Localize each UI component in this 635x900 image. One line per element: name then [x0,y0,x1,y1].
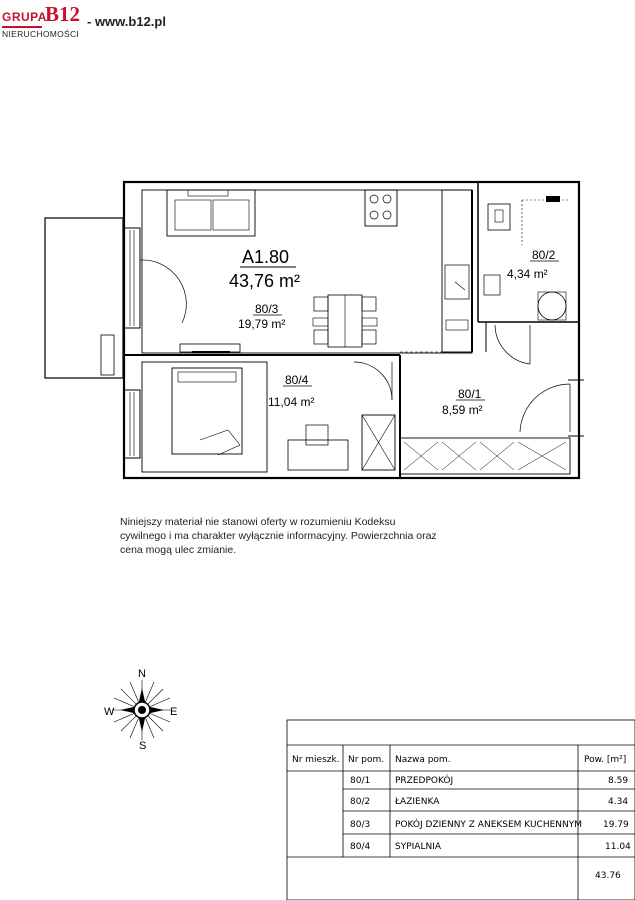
legend-frame [287,720,635,900]
legend-row-room: 80/2 [350,797,371,807]
desk-chair [306,425,328,445]
bedroom-outline [142,362,267,472]
kitchen-counter [442,190,472,352]
legend-row-area: 19.79 [603,820,629,830]
living-room-outline [142,190,472,353]
apartment-number: A1.80 [242,247,290,267]
room-number-80-3: 80/3 [255,302,279,316]
disclaimer-text: Niniejszy materiał nie stanowi oferty w rozumieniu Kodeksu cywilnego i ma charakter wyłącznie informacyjny. Powierzchnia oraz cena mogą ulec zmianie. [120,516,437,556]
washing-machine [538,292,566,320]
legend-row-area: 4.34 [608,797,629,807]
toilet [488,204,510,230]
legend-row-name: POKÓJ DZIENNY Z ANEKSEM KUCHENNYM [395,820,583,830]
kitchen-sink [445,265,469,299]
legend-header-name: Nazwa pom. [395,755,451,765]
compass-north: N [138,668,146,680]
legend-header-room: Nr pom. [348,755,385,765]
website-link[interactable]: - www.b12.pl [87,14,166,29]
legend-total-area: 43.76 [595,871,621,881]
bed [172,368,242,454]
bathroom-sink [484,275,500,295]
legend-row-room: 80/1 [350,776,371,786]
compass-west: W [104,706,115,718]
door-swing-bedroom [354,362,392,400]
hall-wardrobe [400,438,570,474]
logo-mark: B12 [45,2,81,26]
room-number-80-1: 80/1 [458,387,482,401]
room-area-80-3: 19,79 m² [238,317,286,331]
outer-wall [124,182,579,478]
door-swing-living [140,260,186,323]
compass-east: E [170,706,178,718]
logo-subtitle: NIERUCHOMOŚCI [2,29,80,39]
legend-row-room: 80/4 [350,842,371,852]
room-area-80-1: 8,59 m² [442,403,483,417]
legend-row-name: SYPIALNIA [395,842,442,852]
compass-rose [104,668,177,752]
door-swing-bathroom [495,325,530,364]
logo-brand: GRUPA [2,10,47,24]
legend-header-apt: Nr mieszk. [292,755,340,765]
desk [288,440,348,470]
legend-row-area: 8.59 [608,776,629,786]
compass-south: S [139,740,147,752]
room-number-80-4: 80/4 [285,373,309,387]
shower-drain [546,196,560,202]
cooktop [365,190,397,226]
entrance-door-swing [520,384,570,432]
legend-header-area: Pow. [m²] [584,755,627,765]
legend-row-name: PRZEDPOKÓJ [395,776,454,786]
room-area-80-4: 11,04 m² [268,395,315,409]
room-number-80-2: 80/2 [532,248,556,262]
apartment-area: 43,76 m² [229,271,301,291]
balcony-furniture [101,335,114,375]
room-area-80-2: 4,34 m² [507,267,548,281]
legend-row-name: ŁAZIENKA [395,797,440,807]
balcony [45,218,123,378]
tv-stand [180,344,240,352]
window-living [124,228,140,328]
legend-row-area: 11.04 [605,842,631,852]
window-bedroom [124,390,140,458]
legend-row-room: 80/3 [350,820,371,830]
